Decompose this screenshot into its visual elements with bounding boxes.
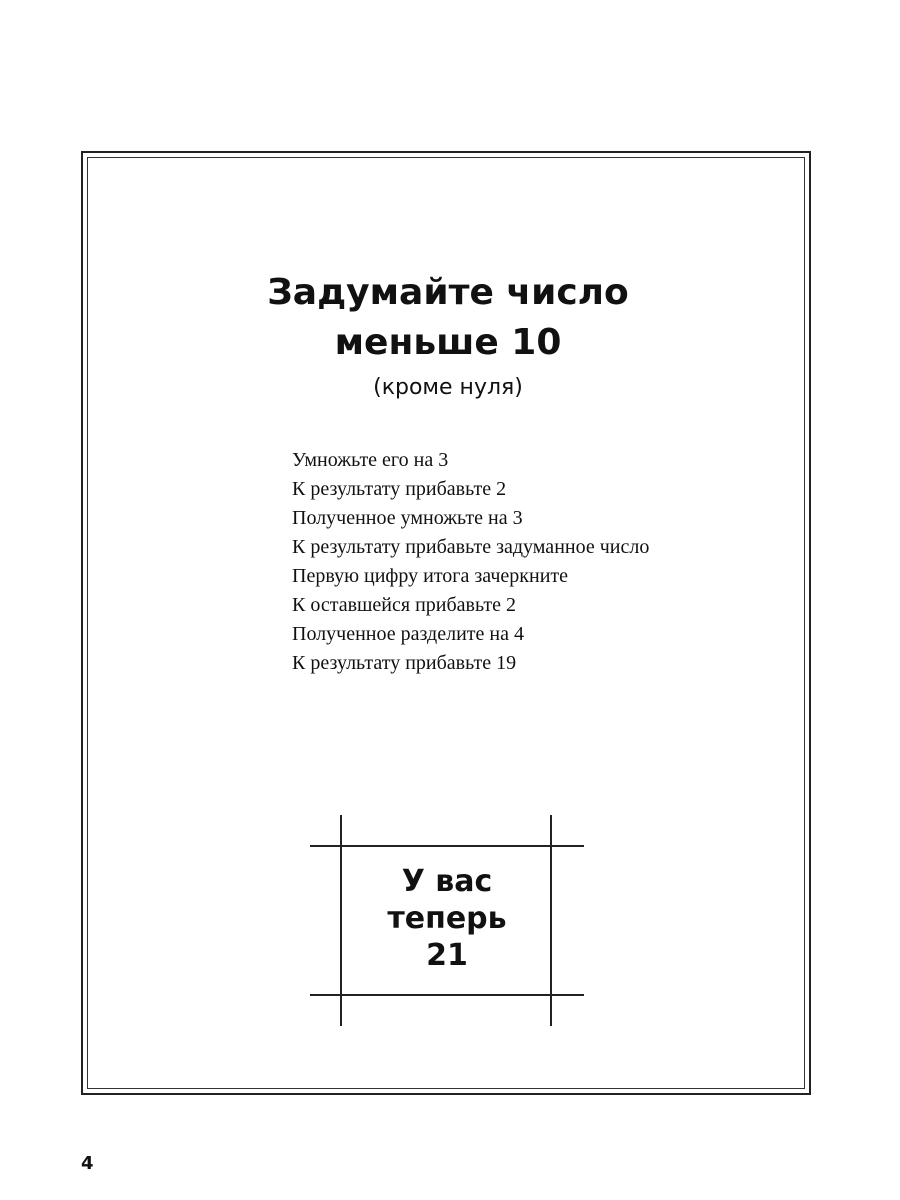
result-box	[310, 815, 585, 1027]
result-box-bottom-rule	[310, 994, 584, 996]
page-number: 4	[81, 1153, 94, 1174]
title-line-2: меньше 10	[334, 322, 562, 363]
subtitle: (кроме нуля)	[373, 375, 523, 400]
instruction-step: Умножьте его на 3	[292, 449, 449, 471]
result-box-top-rule	[310, 845, 584, 847]
instruction-step: Полученное разделите на 4	[292, 623, 524, 645]
instruction-step: К результату прибавьте 2	[292, 478, 507, 500]
instruction-list	[292, 446, 649, 678]
instruction-step: Полученное умножьте на 3	[292, 507, 523, 529]
result-line-3: 21	[426, 938, 468, 973]
instruction-step: К результату прибавьте 19	[292, 652, 517, 674]
result-line-1: У вас	[401, 864, 493, 899]
instruction-step: К оставшейся прибавьте 2	[292, 594, 516, 616]
page-title	[180, 268, 716, 368]
result-line-2: теперь	[387, 901, 507, 936]
result-text	[342, 863, 552, 974]
title-line-1: Задумайте число	[267, 272, 629, 313]
instruction-step: К результату прибавьте задуманное число	[292, 536, 650, 558]
instruction-step: Первую цифру итога зачеркните	[292, 565, 569, 587]
